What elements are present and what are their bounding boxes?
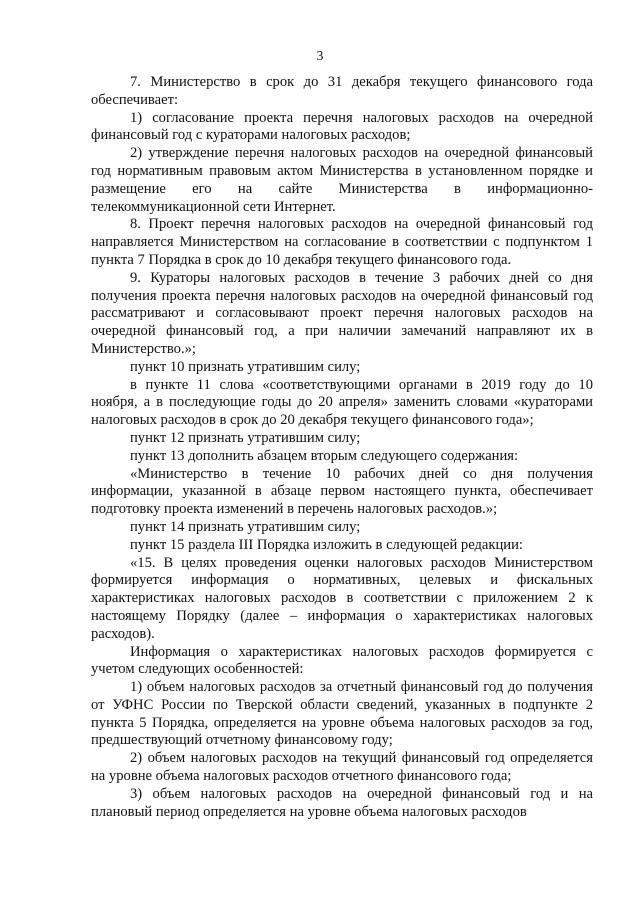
paragraph-9: 9. Кураторы налоговых расходов в течение 3 рабочих дней со дня получения проекта перечня налоговых расходов на очередной финансовый год рассматривают и согласовывают проект перечня налоговых расходов на очередной финансовый год, а при наличии замечаний направляют их в Министерство.»; [91, 269, 593, 357]
document-body [91, 74, 593, 821]
amendment-point-11: в пункте 11 слова «соответствующими органами в 2019 году до 10 ноября, а в последующие годы до 20 апреля» заменить словами «кураторами налоговых расходов в срок до 20 декабря текущего финансового года»; [91, 376, 593, 429]
paragraph-7-item-2: 2) утверждение перечня налоговых расходов на очередной финансовый год нормативным правовым актом Министерства в установленном порядке и размещение его на сайте Министерства в информационно-телекоммуникационной сети Интернет. [91, 145, 593, 215]
paragraph-7-item-1: 1) согласование проекта перечня налоговых расходов на очередной финансовый год с кураторами налоговых расходов; [91, 109, 593, 144]
amendment-point-15: пункт 15 раздела III Порядка изложить в следующей редакции: [130, 536, 523, 553]
paragraph-15-features: Информация о характеристиках налоговых расходов формируется с учетом следующих особенностей: [91, 643, 593, 678]
paragraph-15-item-2: 2) объем налоговых расходов на текущий финансовый год определяется на уровне объема налоговых расходов отчетного финансового года; [91, 750, 593, 785]
paragraph-8: 8. Проект перечня налоговых расходов на очередной финансовый год направляется Министерством на согласование в соответствии с подпунктом 1 пункта 7 Порядка в срок до 10 декабря текущего финансового года. [91, 216, 593, 268]
amendment-point-14: пункт 14 признать утратившим силу; [130, 518, 361, 535]
paragraph-15-item-3: 3) объем налоговых расходов на очередной финансовый год и на плановый период определяется на уровне объема налоговых расходов [91, 785, 593, 820]
paragraph-7: 7. Министерство в срок до 31 декабря текущего финансового года обеспечивает: [91, 74, 593, 108]
amendment-point-13: пункт 13 дополнить абзацем вторым следующего содержания: [130, 447, 519, 464]
amendment-point-12: пункт 12 признать утратившим силу; [130, 429, 361, 446]
paragraph-15: «15. В целях проведения оценки налоговых расходов Министерством формируется информация о нормативных, целевых и фискальных характеристиках налоговых расходов в соответствии с приложением 2 к настоящему Порядку (далее – информация о характеристиках налоговых расходов). [91, 554, 593, 642]
amendment-point-10: пункт 10 признать утратившим силу; [130, 358, 361, 375]
paragraph-15-item-1: 1) объем налоговых расходов за отчетный финансовый год до получения от УФНС России по Тверской области сведений, указанных в подпункте 2 пункта 5 Порядка, определяется на уровне объема налоговых расходов за год, предшествующий отчетному финансовому году; [91, 679, 593, 749]
page-number: 3 [316, 48, 324, 63]
amendment-point-13-text: «Министерство в течение 10 рабочих дней со дня получения информации, указанной в абзаце первом настоящего пункта, обеспечивает подготовку проекта изменений в перечень налоговых расходов.»; [91, 465, 593, 518]
